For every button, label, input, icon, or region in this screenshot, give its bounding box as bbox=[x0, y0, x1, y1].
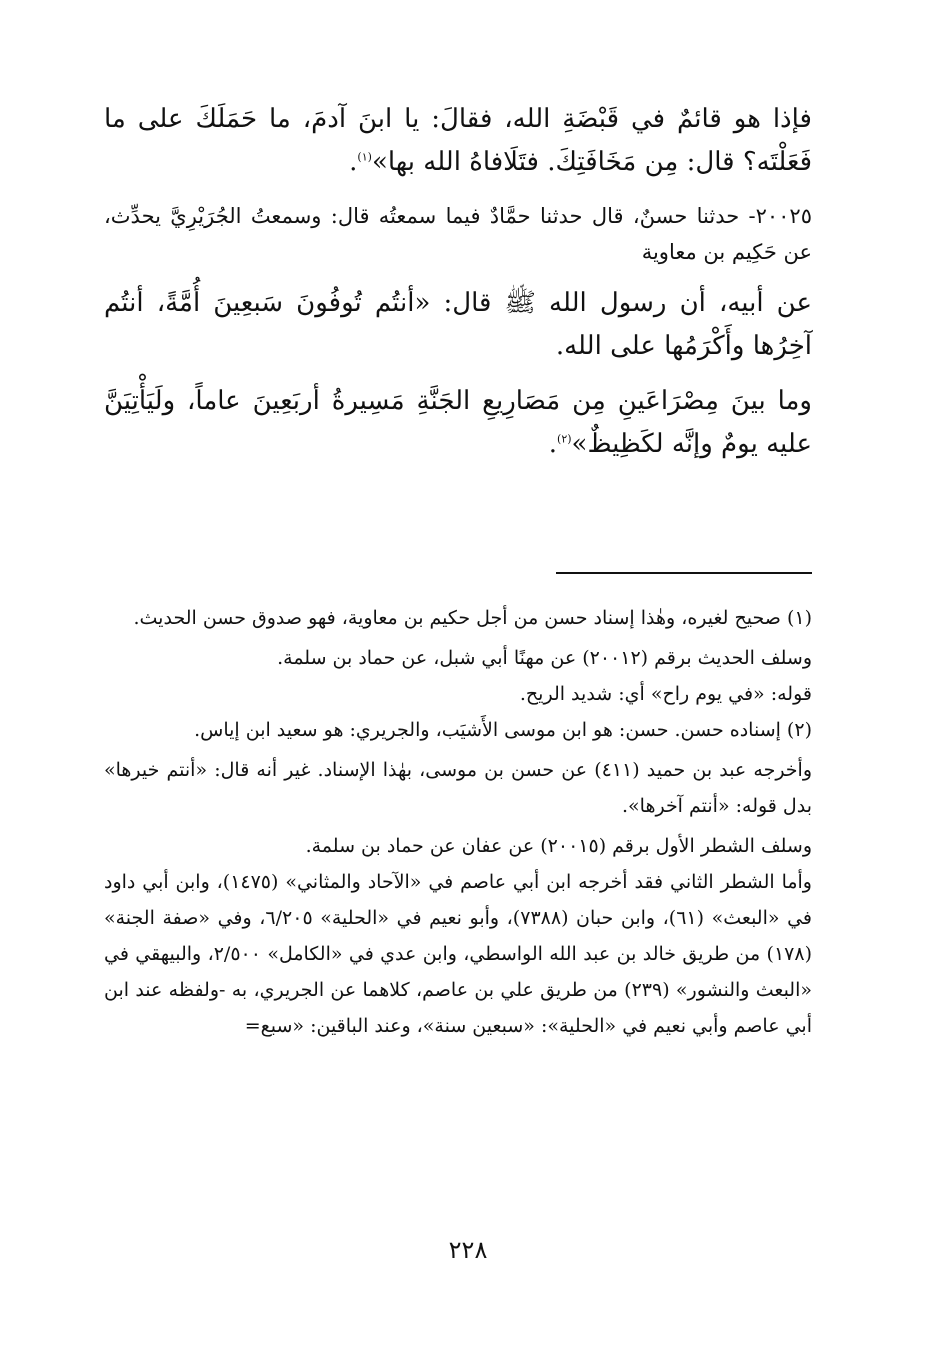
footnote-2-line-4: وأما الشطر الثاني فقد أخرجه ابن أبي عاصم في «الآحاد والمثاني» (١٤٧٥)، وابن أبي داود في «البعث» (٦١)، وابن حبان (٧٣٨٨)، وأبو نعيم في «الحلية» ٦/٢٠٥، وفي «صفة الجنة» (١٧٨) من طريق خالد بن عبد الله الواسطي، وابن عدي في «الكامل» ٢/٥٠٠، والبيهقي في «البعث والنشور» (٢٣٩) من طريق علي بن عاصم، كلاهما عن الجريري، به -ولفظه عند ابن أبي عاصم وأبي نعيم في «الحلية»: «سبعين سنة»، وعند الباقين: «سبع= bbox=[104, 871, 813, 1037]
footnote-1-line-2: وسلف الحديث برقم (٢٠٠١٢) عن مهنًا أبي شبل، عن حماد بن سلمة. bbox=[277, 647, 812, 669]
page-number: ٢٢٨ bbox=[448, 1236, 488, 1264]
hadith-isnad: ٢٠٠٢٥- حدثنا حسنٌ، قال حدثنا حمَّادٌ فيما سمعتُه قال: وسمعتُ الجُرَيْرِيَّ يحدِّث، عن حَكِيم بن معاوية bbox=[104, 204, 812, 264]
footnote-1-line-3: قوله: «في يوم راح» أي: شديد الريح. bbox=[519, 683, 812, 705]
paragraph-3: وما بينَ مِصْرَاعَينِ مِن مَصَارِيعِ الجَنَّةِ مَسِيرةُ أربَعِينَ عاماً، ولَيَأْتِيَنَّ عليه يومٌ وإنَّه لكَظِيظٌ»$^{(٢)}$. bbox=[104, 386, 812, 459]
paragraph-1: فإذا هو قائمٌ في قَبْضَةِ الله، فقالَ: يا ابنَ آدمَ، ما حَمَلَكَ على ما فَعَلْتَه؟ قال: مِن مَخَافَتِكَ. فتَلَافاهُ الله بها»$^{(١)}$. bbox=[104, 104, 812, 177]
paragraph-2: عن أبيه، أن رسول الله ﷺ قال: «أنتُم تُوفُونَ سَبعِينَ أُمَّةً، أنتُم آخِرُها وأَكْرَمُها على الله. bbox=[104, 288, 812, 361]
footnote-ref-1: (١) bbox=[357, 150, 372, 164]
footnote-separator bbox=[556, 572, 812, 574]
footnote-ref-2: (٢) bbox=[557, 432, 572, 446]
footnotes bbox=[104, 600, 812, 1044]
footnote-2-line-2: وأخرجه عبد بن حميد (٤١١) عن حسن بن موسى، بهٰذا الإسناد. غير أنه قال: «أنتم خيرها» بدل قوله: «أنتم آخرها». bbox=[104, 759, 813, 817]
footnote-2: (٢) إسناده حسن. حسن: هو ابن موسى الأَشيَب، والجريري: هو سعيد ابن إياس. bbox=[194, 719, 812, 741]
footnote-1: (١) صحيح لغيره، وهٰذا إسناد حسن من أجل حكيم بن معاوية، فهو صدوق حسن الحديث. bbox=[133, 607, 812, 629]
main-text bbox=[104, 98, 812, 466]
footnote-2-line-3: وسلف الشطر الأول برقم (٢٠٠١٥) عن عفان عن حماد بن سلمة. bbox=[305, 835, 812, 857]
